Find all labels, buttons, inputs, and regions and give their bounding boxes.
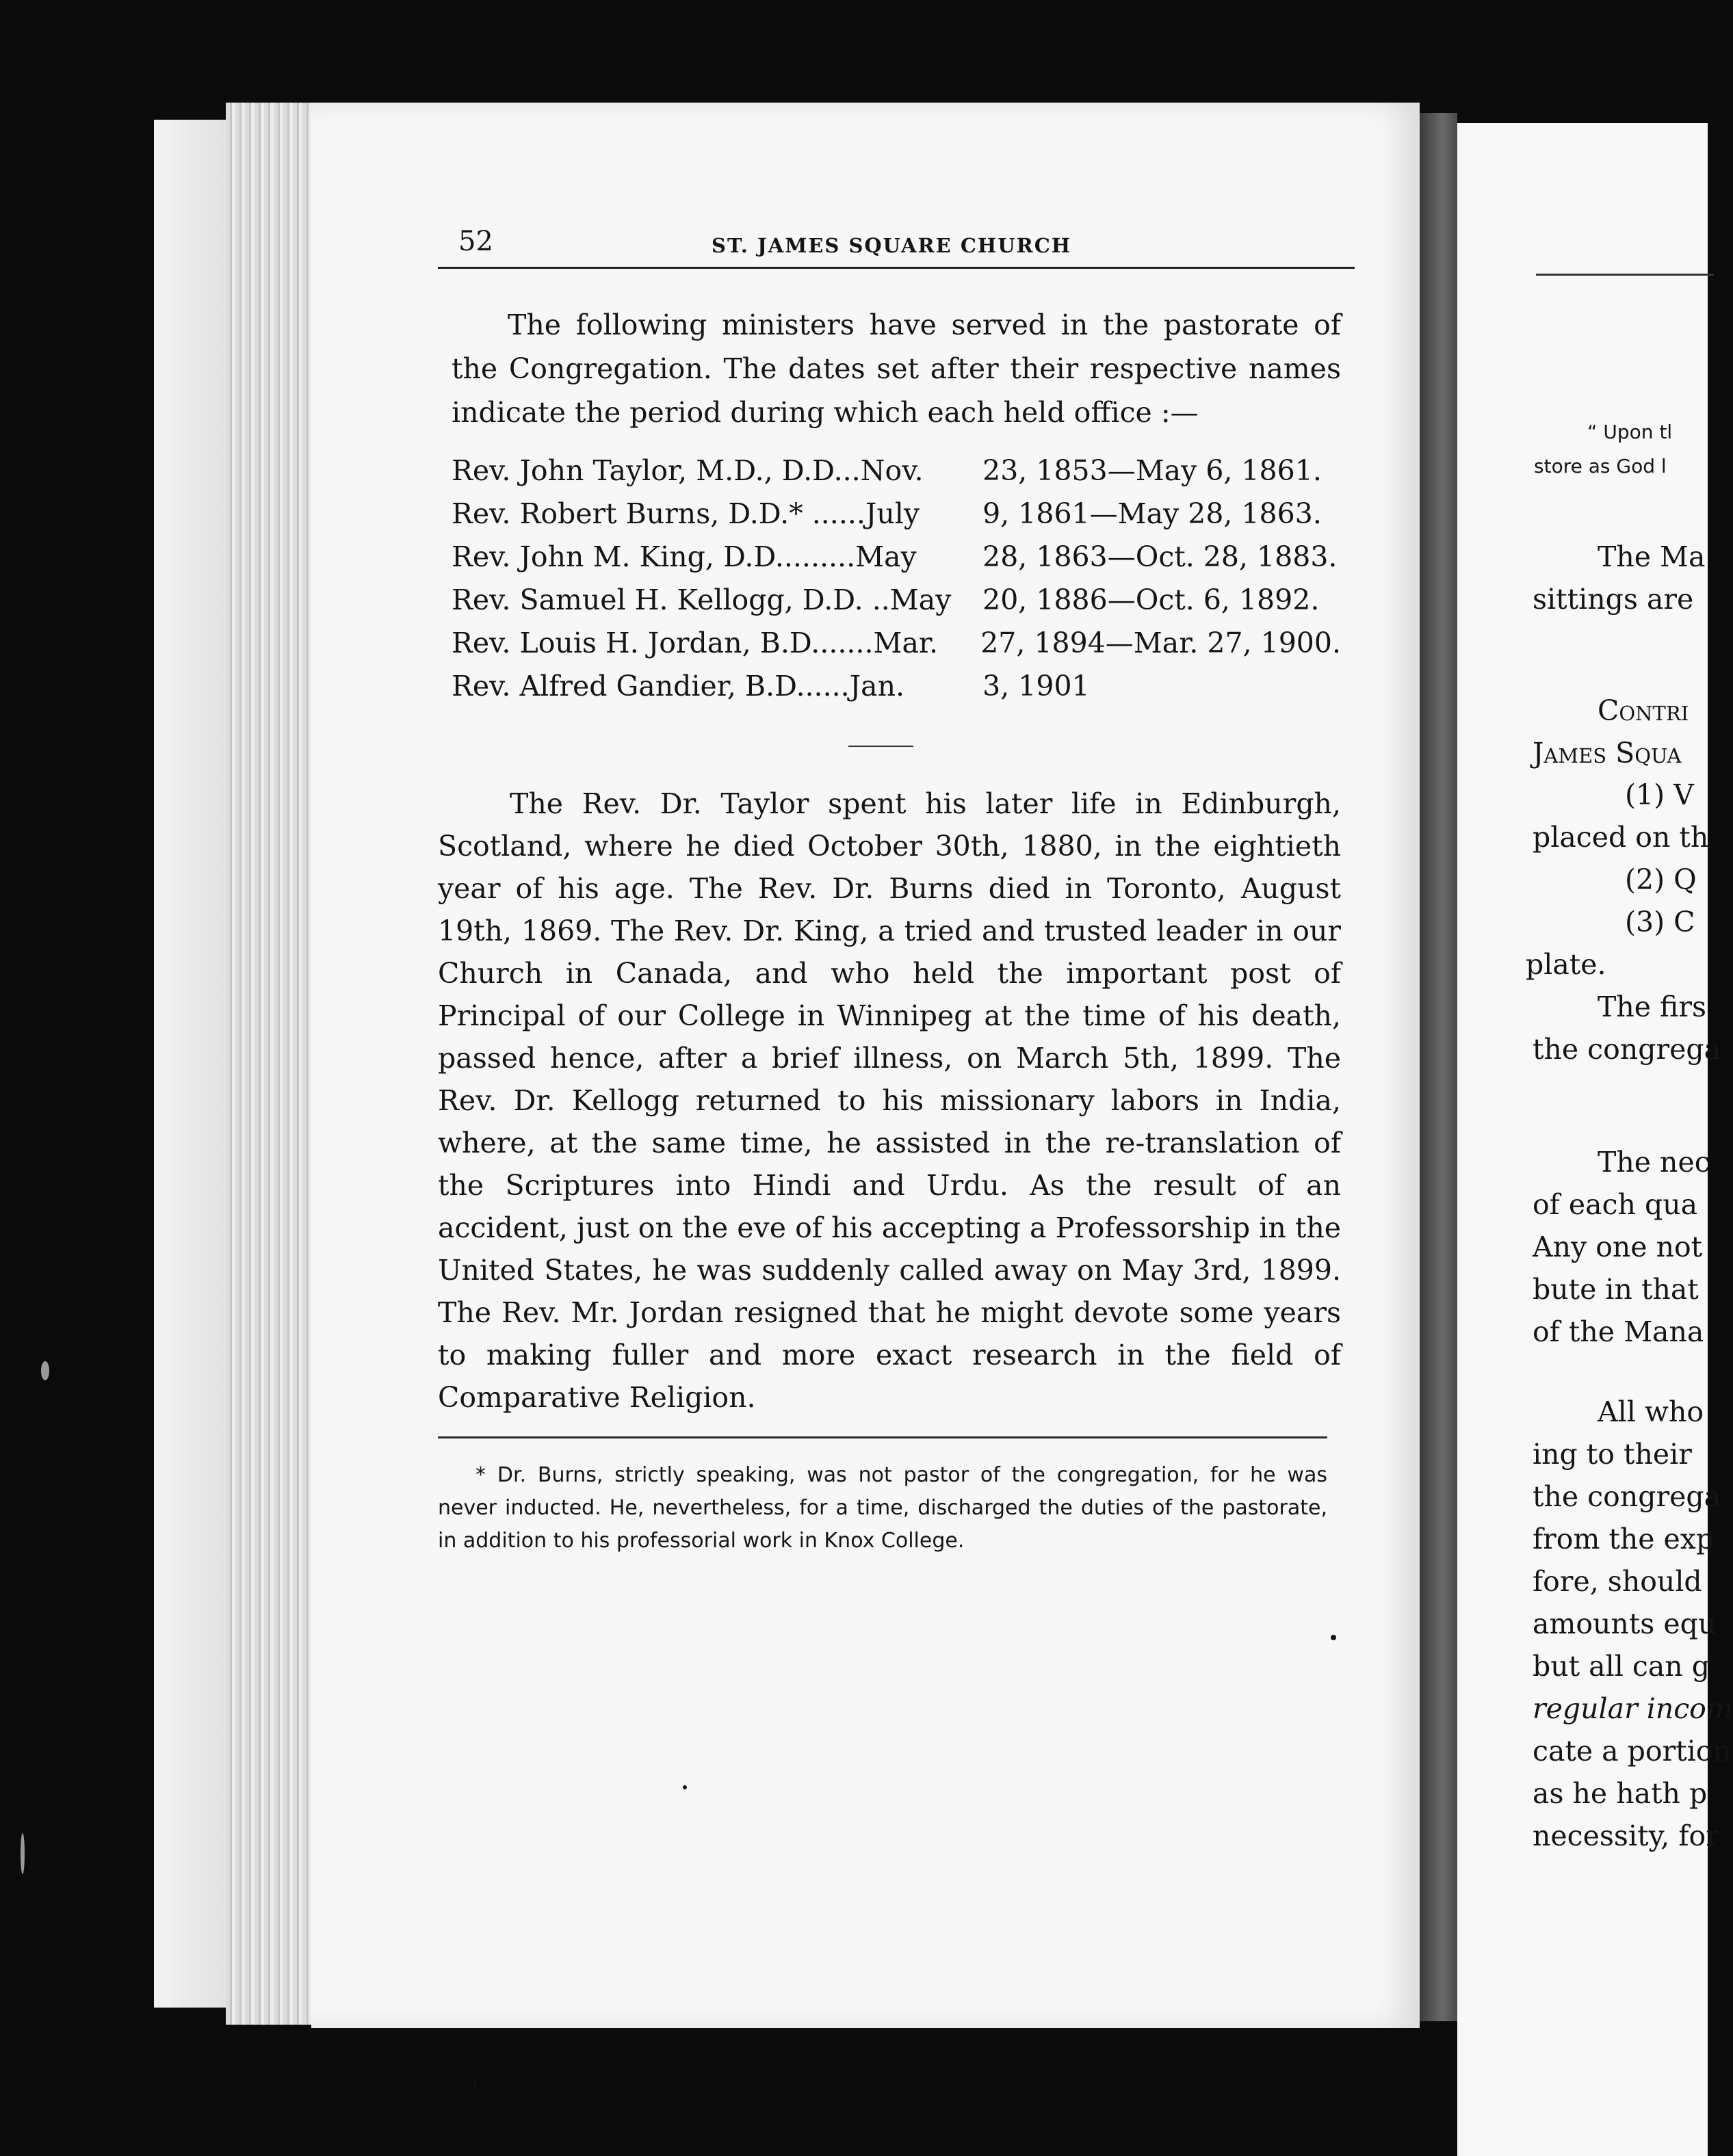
minister-row [452,579,1341,622]
minister-row [452,665,1341,708]
right-page-line: from the exp [1533,1523,1715,1555]
right-page-line: placed on th [1533,821,1709,854]
right-page-line: plate. [1526,948,1606,981]
footnote: * Dr. Burns, strictly speaking, was not pastor of the congregation, for he was never inducted. He, nevertheless, for a time, discharged the duties of the pastorate, in addition to his professorial work in Knox College. [438,1463,1327,1553]
right-page-line: bute in that [1533,1273,1699,1306]
right-page-line: All who [1598,1395,1704,1428]
running-head [438,226,1355,269]
footnote-rule [438,1436,1327,1438]
right-page-line: (1) V [1625,778,1694,811]
right-page-line: The Ma [1598,540,1706,573]
minister-dates: 3, 1901 [982,670,1090,702]
right-page-line: amounts equ [1533,1607,1717,1640]
minister-row [452,622,1341,665]
minister-name: Rev. Louis H. Jordan, B.D.......Mar. [452,627,939,659]
right-page-line: sittings are [1533,583,1694,616]
ink-speck [1331,1635,1336,1640]
right-page-line: Contri [1598,694,1689,727]
right-page-line: regular incom [1533,1692,1733,1725]
right-page-line: store as God l [1534,455,1667,477]
book-gutter [1420,113,1457,2021]
minister-dates: 28, 1863—Oct. 28, 1883. [982,540,1338,573]
left-page-content [438,226,1355,1557]
right-page-line: necessity, for [1533,1819,1719,1852]
minister-name: Rev. Alfred Gandier, B.D......Jan. [452,670,905,702]
right-page-line: ing to their [1533,1438,1692,1471]
right-page-line: the congrega [1533,1033,1721,1066]
film-speck [21,1833,25,1874]
biography-paragraph: The Rev. Dr. Taylor spent his later life in Edinburgh, Scotland, where he died October 30th, 1880, in the eightieth year of his age. The Rev. Dr. Burns died in Toronto, August 19th, 1869. The Rev. Dr. King, a tried and trusted leader in our Church in Canada, and who held the important post of Principal of our College in Winnipeg at the time of his death, passed hence, after a brief illness, on March 5th, 1899. The Rev. Dr. Kellogg returned to his missionary labors in India, where, at the same time, he assisted in the re-translation of the Scriptures into Hindi and Urdu. As the result of an accident, just on the eve of his accepting a Professorship in the United States, he was suddenly called away on May 3rd, 1899. The Rev. Mr. Jordan resigned that he might devote some years to making fuller and more exact research in the field of Comparative Religion. [438,787,1341,1414]
right-page-line: James Squa [1533,737,1682,770]
running-title: ST. JAMES SQUARE CHURCH [712,234,1072,257]
minister-row [452,536,1341,579]
right-page-line: as he hath p [1533,1777,1708,1810]
right-page-line: (3) C [1625,906,1695,938]
minister-dates: 23, 1853—May 6, 1861. [982,454,1322,487]
right-page-line: Any one not [1533,1231,1703,1263]
right-page-line: the congrega [1533,1480,1721,1513]
minister-name: Rev. Robert Burns, D.D.* ......July [452,497,920,530]
minister-dates: 20, 1886—Oct. 6, 1892. [982,583,1320,616]
right-page-line: but all can g [1533,1650,1710,1683]
right-page-header-rule [1536,274,1714,276]
right-page-line: “ Upon tl [1587,421,1673,443]
section-divider [848,746,913,747]
stacked-page-edges [226,103,315,2025]
ink-speck [473,2076,476,2086]
right-page-line: (2) Q [1625,863,1697,896]
right-page [1457,123,1733,2156]
ink-speck [683,1785,687,1789]
right-page-line: fore, should [1533,1565,1702,1598]
right-page-line: cate a portion [1533,1735,1731,1767]
intro-paragraph: The following ministers have served in the pastorate of the Congregation. The dates set after their respective names indicate the period during which each held office :— [452,308,1341,429]
minister-name: Rev. Samuel H. Kellogg, D.D. ..May [452,583,952,616]
minister-row [452,449,1341,492]
film-speck [41,1361,49,1380]
right-page-line: The firs [1598,990,1707,1023]
right-page-line: The nec [1598,1146,1710,1179]
minister-dates: 9, 1861—May 28, 1863. [982,497,1322,530]
minister-row [452,492,1341,536]
minister-name: Rev. John M. King, D.D.........May [452,540,917,573]
ministers-list [452,449,1341,708]
right-page-line: of the Mana [1533,1315,1704,1348]
right-page-line: of each qua [1533,1188,1698,1221]
page-number: 52 [458,226,493,257]
minister-dates: 27, 1894—Mar. 27, 1900. [980,627,1341,659]
minister-name: Rev. John Taylor, M.D., D.D...Nov. [452,454,924,487]
